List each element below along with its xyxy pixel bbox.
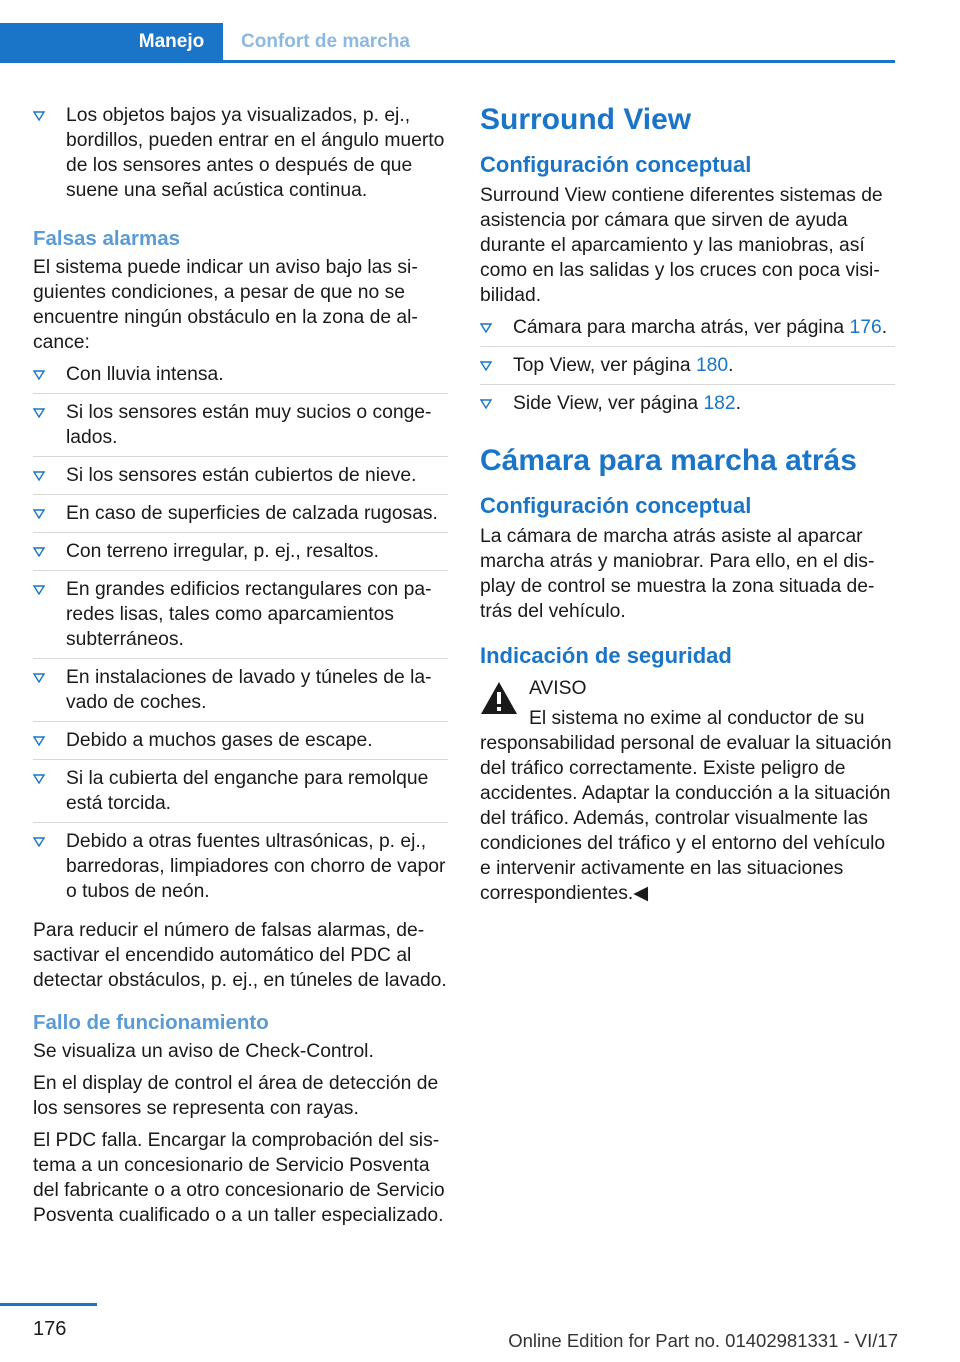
triangle-bullet-icon [33,736,45,746]
triangle-bullet-icon [33,837,45,847]
warning-label: AVISO [529,678,587,699]
list-item-text: Side View, ver página [513,393,704,414]
triangle-bullet-icon [33,774,45,784]
list-item [33,577,448,659]
fallo-text-3: El PDC falla. Encargar la comprobación del sistema a un concesionario de Servicio Posventa del fabricante o a otro concesionario de Servicio Posventa cualificado o a un taller especializado. [33,1130,445,1226]
page-link[interactable]: 180 [695,355,729,376]
list-item [33,829,448,910]
falsas-alarmas-heading: Falsas alarmas [33,227,181,250]
list-item-text: Con terreno irregular, p. ej., resaltos. [66,541,379,562]
list-item-text: Si los sensores están muy sucios o congelados. [66,402,432,448]
list-item-text: Top View, ver página [513,355,696,376]
list-item [33,362,448,394]
list-item [33,665,448,722]
list-item-text: Si la cubierta del enganche para remolque está torcida. [66,768,429,814]
camara-subheading: Configuración conceptual [480,493,752,518]
warning-block [480,676,895,906]
header-bar [0,0,960,64]
header-rule [0,60,895,63]
camara-title: Cámara para marcha atrás [480,444,857,477]
surround-view-text: Surround View contiene diferentes sistemas de asistencia por cámara que sirven de ayuda durante el aparcamiento y las maniobras, así como en las salidas y los cruces con poca visibilidad. [480,185,883,306]
list-item [33,728,448,760]
list-item-text: Cámara para marcha atrás, ver página [513,317,850,338]
fallo-text-2: En el display de control el área de detección de los sensores se representa con rayas. [33,1073,439,1119]
list-item-text: En instalaciones de lavado y túneles de lavado de coches. [66,667,432,713]
list-item-text: Con lluvia intensa. [66,364,224,385]
fallo-heading: Fallo de funcionamiento [33,1011,269,1034]
page-link[interactable]: 182 [703,393,736,414]
triangle-bullet-icon [33,370,45,380]
camara-text: La cámara de marcha atrás asiste al aparcar marcha atrás y maniobrar. Para ello, en el display de control se muestra la zona situada detrás del vehículo. [480,526,875,622]
list-item-text: Los objetos bajos ya visualizados, p. ej., bordillos, pueden entrar en el ángulo muerto de los sensores antes o después de que suene una señal acústica continua. [66,105,445,201]
surround-view-subheading: Configuración conceptual [480,152,752,177]
list-item-text: Debido a otras fuentes ultrasónicas, p. ej., barredoras, limpiadores con chorro de vapor o tubos de neón. [66,831,446,902]
list-item-text: En caso de superficies de calzada rugosas. [66,503,438,524]
triangle-bullet-icon [480,399,492,409]
footer-rule [0,1303,97,1306]
list-item [480,315,895,347]
triangle-bullet-icon [33,547,45,557]
list-item-text: Si los sensores están cubiertos de nieve. [66,465,417,486]
right-column [480,103,895,906]
triangle-bullet-icon [480,323,492,333]
list-item [33,539,448,571]
list-item [33,766,448,823]
triangle-bullet-icon [33,471,45,481]
list-item [480,353,895,385]
tab-confort-de-marcha[interactable]: Confort de marcha [241,31,410,52]
list-item-end: . [728,355,734,376]
falsas-alarmas-after: Para reducir el número de falsas alarmas, desactivar el encendido automático del PDC al detectar obstáculos, p. ej., en túneles de lavado. [33,920,447,991]
list-item-end: . [881,317,888,338]
header-accent-block [0,23,120,61]
triangle-bullet-icon [33,111,45,121]
triangle-bullet-icon [33,509,45,519]
list-item-text: En grandes edificios rectangulares con paredes lisas, tales como aparcamientos subterráneos. [66,579,432,650]
list-item [33,400,448,457]
fallo-text-1: Se visualiza un aviso de Check-Control. [33,1041,374,1062]
intro-list [33,103,448,209]
list-item [33,103,448,209]
warning-triangle-icon [480,680,518,716]
falsas-alarmas-list [33,362,448,910]
tab-manejo[interactable]: Manejo [120,23,223,61]
triangle-bullet-icon [480,361,492,371]
surround-view-title: Surround View [480,103,692,136]
triangle-bullet-icon [33,408,45,418]
seguridad-heading: Indicación de seguridad [480,643,732,668]
list-item-text: Debido a muchos gases de escape. [66,730,373,751]
falsas-alarmas-text: El sistema puede indicar un aviso bajo las siguientes condiciones, a pesar de que no se encuentre ningún obstáculo en la zona de alcance: [33,257,418,353]
list-item-end: . [735,393,741,414]
page-link[interactable]: 176 [849,317,882,338]
list-item [33,501,448,533]
edition-note: Online Edition for Part no. 01402981331 - VI/17 [508,1330,898,1351]
page-number: 176 [33,1318,67,1340]
surround-view-list [480,315,895,422]
list-item [33,463,448,495]
list-item [480,391,895,422]
triangle-bullet-icon [33,585,45,595]
warning-text: El sistema no exime al conductor de su responsabilidad personal de evaluar la situación del tráfico correctamente. Existe peligro de accidentes. Adaptar la conducción a la situación del tráfico. Además, controlar visualmente las condiciones del tráfico y el entorno del vehículo e intervenir activamente en las situaciones correspondientes.◀ [480,708,892,904]
triangle-bullet-icon [33,673,45,683]
left-column [33,103,448,1235]
